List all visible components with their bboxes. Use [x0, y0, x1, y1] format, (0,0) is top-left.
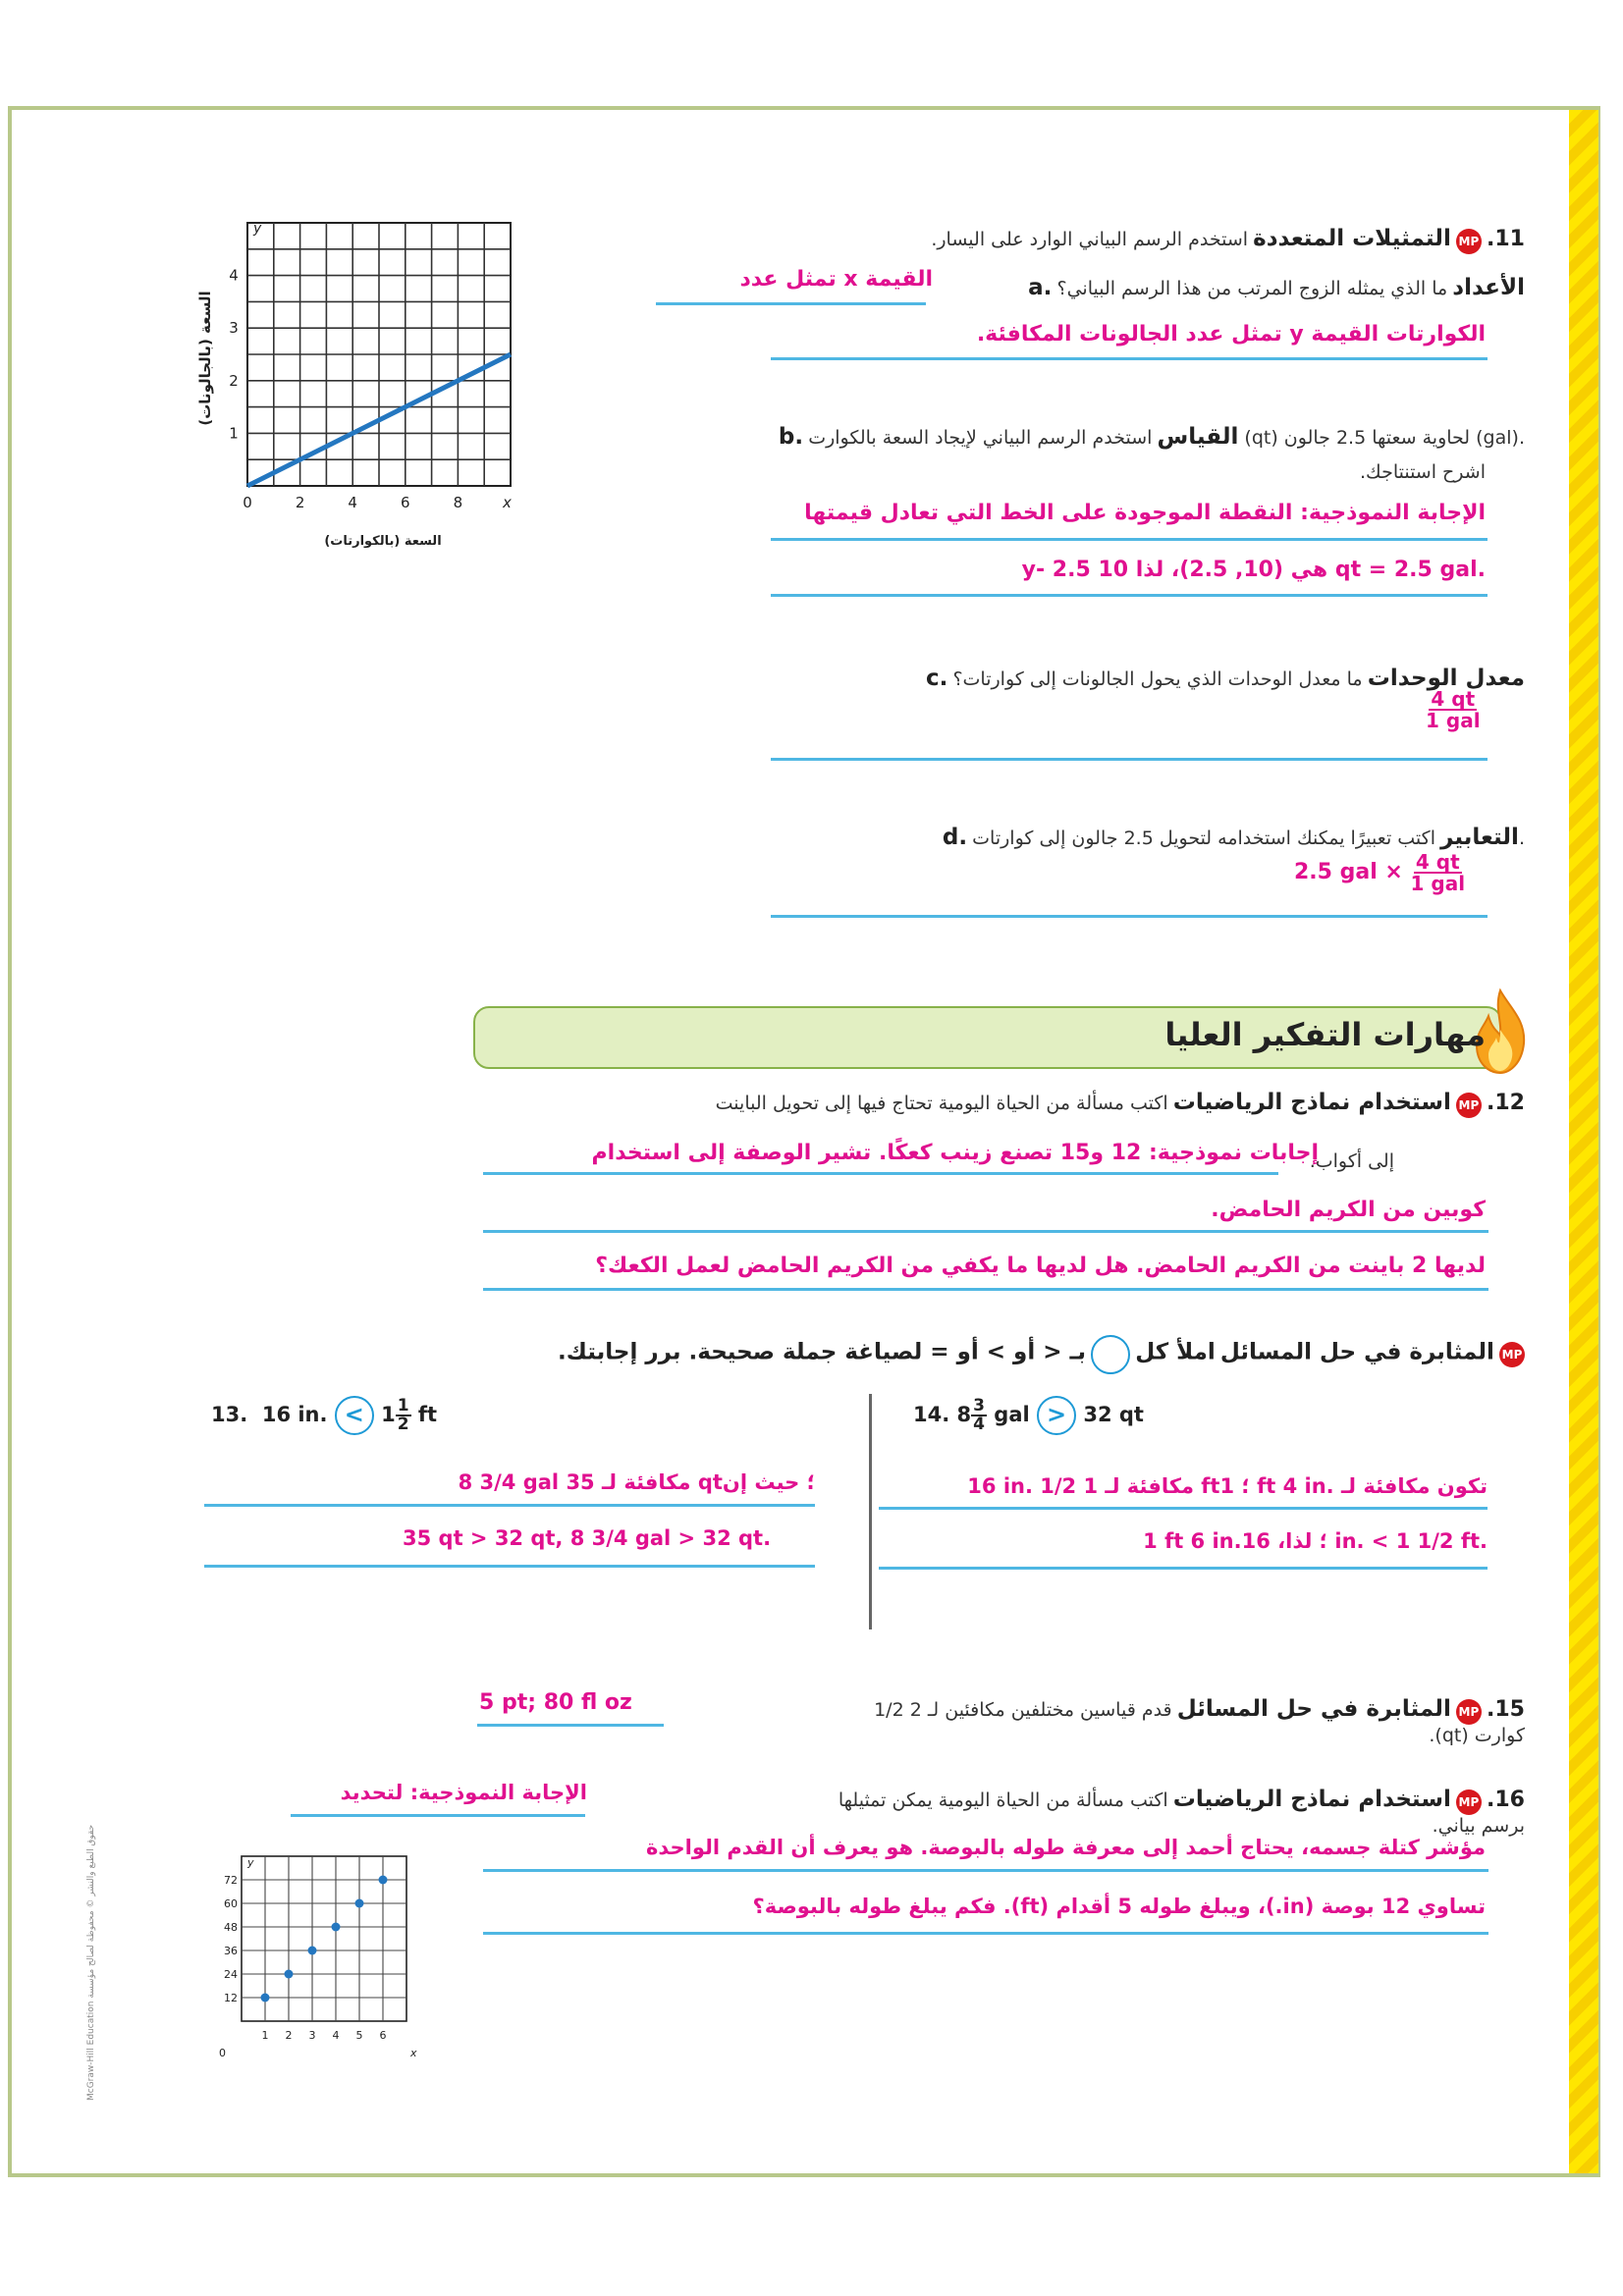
data-point [332, 1923, 341, 1932]
x-tick-label: 4 [348, 494, 357, 511]
y-tick-label: 1 [229, 424, 239, 443]
answer-line [771, 758, 1488, 761]
mp-badge-icon: MP [1456, 1093, 1482, 1118]
answer-line [771, 915, 1488, 918]
y-tick-label: 4 [229, 266, 239, 285]
q13-whole: 1 [381, 1403, 396, 1426]
q11b-answer-2: y- 2.5 هي (10, 2.5)، لذا 10 qt = 2.5 gal. [1021, 558, 1486, 582]
x-tick-label: 1 [261, 2029, 269, 2042]
fraction-denominator: 4 [973, 1415, 985, 1434]
graph-origin-label: 0 [219, 2047, 226, 2059]
q14-answer-circle: > [1037, 1396, 1076, 1435]
q16-answer-1: مؤشر كتلة جسمه، يحتاج أحمد إلى معرفة طوله بالبوصة. هو يعرف أن القدم الواحدة [645, 1836, 1486, 1859]
y-tick-label: 60 [224, 1897, 238, 1910]
q13-answer-1: 8 3/4 gal مكافئة لـ 35 qt؛ حيث إن [458, 1470, 815, 1494]
q15-text: قدم قياسين مختلفين مكافئين لـ 2 1/2 كوارت (qt). [874, 1699, 1525, 1746]
q16-label: استخدام نماذج الرياضيات [1172, 1787, 1451, 1812]
y-tick-label: 72 [224, 1874, 238, 1887]
q11d-question [641, 825, 1525, 850]
q11a-text: ما الذي يمثله الزوج المرتب من هذا الرسم البياني؟ [1056, 278, 1448, 299]
perseverance-text: املأ كل [1135, 1339, 1216, 1365]
y-tick-label: 24 [224, 1968, 238, 1981]
x-tick-label: 0 [243, 494, 252, 511]
q12-text-2: إلى أكواب. [1309, 1150, 1394, 1172]
x-tick-label: 6 [401, 494, 410, 511]
answer-line [204, 1504, 815, 1507]
q11b-text: استخدم الرسم البياني لإيجاد السعة بالكوارت (qt) لحاوية سعتها 2.5 جالون (gal). [808, 427, 1525, 449]
graph-x-axis-label: السعة (بالكوارتات) [324, 534, 442, 549]
q13-number: 13. [211, 1403, 248, 1426]
q11c-question [641, 666, 1525, 691]
y-tick-label: 3 [229, 319, 239, 338]
x-tick-label: 3 [308, 2029, 316, 2042]
q11c-answer-fraction [1426, 689, 1481, 730]
q12-answer-3: لديها 2 باينت من الكريم الحامض. هل لديها ما يكفي من الكريم الحامض لعمل الكعك؟ [595, 1254, 1486, 1278]
perseverance-text-2: بـ < أو > أو = لصياغة جملة صحيحة. برر إجابتك. [558, 1339, 1087, 1365]
q11-header [582, 226, 1525, 254]
q16-header [818, 1787, 1525, 1837]
q15-answer: 5 pt; 80 fl oz [479, 1690, 632, 1715]
graph-grid [247, 223, 511, 486]
q11d-letter: d. [942, 825, 968, 850]
column-divider [869, 1394, 872, 1629]
mp-badge-icon: MP [1456, 1699, 1482, 1725]
mp-badge-icon: MP [1456, 1789, 1482, 1815]
graph-x-letter: x [410, 2047, 417, 2059]
q13-unit: ft [417, 1403, 438, 1426]
x-tick-label: 2 [285, 2029, 293, 2042]
q14-answer-1: 16 in. مكافئة لـ 1 1/2 ft؛ 1 ft 4 in. تكون مكافئة لـ [967, 1474, 1488, 1498]
graph-y-letter: y [253, 221, 262, 237]
data-point [261, 1994, 270, 2002]
fraction-numerator: 3 [973, 1396, 985, 1415]
answer-line [771, 538, 1488, 541]
q11-label: التمثيلات المتعددة [1253, 226, 1451, 251]
q13-answer-2: 35 qt > 32 qt, 8 3/4 gal > 32 qt. [403, 1526, 772, 1550]
q13-left: 16 in. [261, 1403, 328, 1426]
answer-line [879, 1567, 1488, 1570]
answer-line [656, 302, 926, 305]
q12-answer-1: إجابات نموذجية: 12 و15 تصنع زينب كعكًا. تشير الوصفة إلى استخدام [591, 1141, 1319, 1165]
section-title: مهارات التفكير العليا [1164, 1016, 1486, 1053]
q15-header [838, 1696, 1525, 1746]
mp-badge-icon: MP [1499, 1342, 1525, 1367]
q14-right: 32 qt [1083, 1403, 1144, 1426]
copyright-notice: حقوق الطبع والنشر © محفوظة لصالح مؤسسة McGraw-Hill Education [86, 1824, 96, 2101]
q14-answer-2: 1 ft 6 in.؛ لذا، 16 in. < 1 1/2 ft. [1143, 1529, 1488, 1553]
answer-line [483, 1932, 1488, 1935]
graph-y-letter: y [247, 1856, 254, 1869]
q16-text: اكتب مسألة من الحياة اليومية يمكن تمثيلها برسم بياني. [838, 1789, 1525, 1837]
feet-inches-graph [204, 1850, 425, 2066]
q11-number: 11. [1487, 227, 1525, 251]
q11d-answer-prefix: 2.5 gal × [1294, 860, 1403, 884]
x-tick-label: 6 [379, 2029, 387, 2042]
q12-label: استخدام نماذج الرياضيات [1172, 1090, 1451, 1115]
q16-answer-0: الإجابة النموذجية: لتحديد [340, 1781, 587, 1804]
y-tick-label: 12 [224, 1992, 238, 2004]
x-tick-label: 2 [295, 494, 305, 511]
answer-line [771, 357, 1488, 360]
q11a-letter: a. [1028, 275, 1053, 300]
graph-x-letter: x [503, 494, 512, 511]
x-tick-label: 5 [355, 2029, 363, 2042]
yellow-side-stripe [1569, 110, 1598, 2173]
q11a-answer-1: القيمة x تمثل عدد [739, 267, 933, 292]
answer-line [477, 1724, 664, 1727]
q12-header [504, 1090, 1525, 1118]
q15-label: المثابرة في حل المسائل [1176, 1696, 1451, 1722]
q11b-question [612, 424, 1525, 450]
mp-badge-icon: MP [1456, 229, 1482, 254]
q12-answer-2: كوبين من الكريم الحامض. [1211, 1198, 1486, 1222]
perseverance-instruction [445, 1335, 1525, 1374]
q11c-label: معدل الوحدات [1367, 666, 1525, 691]
q11a-answer-2: الكوارتات القيمة y تمثل عدد الجالونات المكافئة. [976, 322, 1486, 347]
fraction-denominator: 1 gal [1410, 872, 1466, 895]
x-tick-label: 4 [332, 2029, 340, 2042]
q11d-label: التعابير [1440, 825, 1519, 850]
q15-number: 15. [1487, 1697, 1525, 1722]
q12-text: اكتب مسألة من الحياة اليومية تحتاج فيها إلى تحويل الباينت [715, 1093, 1168, 1114]
q11d-answer [1294, 852, 1465, 893]
q11b-letter: b. [778, 424, 804, 450]
answer-line [879, 1507, 1488, 1510]
q11d-text: اكتب تعبيرًا يمكنك استخدامه لتحويل 2.5 جالون إلى كوارتات. [972, 828, 1525, 849]
data-point [379, 1876, 388, 1885]
answer-line [291, 1814, 585, 1817]
fraction-numerator: 4 qt [1415, 850, 1460, 874]
data-point [285, 1970, 294, 1979]
q11c-letter: c. [925, 666, 948, 691]
answer-line [483, 1172, 1278, 1175]
q11b-label: القياس [1157, 424, 1239, 450]
fraction-numerator: 4 qt [1431, 687, 1476, 711]
data-point [308, 1947, 317, 1955]
answer-line [483, 1869, 1488, 1872]
q11a-label: الأعداد [1452, 275, 1525, 300]
q14-problem [913, 1396, 1144, 1435]
q16-answer-2: تساوي 12 بوصة (in.)، ويبلغ طوله 5 أقدام (ft). فكم يبلغ طوله بالبوصة؟ [752, 1895, 1486, 1918]
q11c-text: ما معدل الوحدات الذي يحول الجالونات إلى كوارتات؟ [952, 668, 1363, 690]
q13-answer-circle: < [335, 1396, 374, 1435]
fraction-numerator: 1 [397, 1396, 409, 1415]
blank-circle-icon [1091, 1335, 1130, 1374]
q14-number: 14. [913, 1403, 950, 1426]
capacity-graph [196, 211, 530, 564]
q13-problem [211, 1396, 437, 1435]
q16-number: 16. [1487, 1788, 1525, 1812]
x-tick-label: 8 [453, 494, 463, 511]
q14-whole: 8 [956, 1403, 972, 1426]
graph-y-axis-label: السعة (بالجالونات) [196, 291, 214, 426]
q14-unit: gal [994, 1403, 1030, 1426]
q12-number: 12. [1487, 1091, 1525, 1115]
fraction-denominator: 1 gal [1426, 709, 1481, 732]
answer-line [483, 1288, 1488, 1291]
answer-line [483, 1230, 1488, 1233]
y-tick-label: 36 [224, 1945, 238, 1957]
perseverance-label: المثابرة في حل المسائل [1219, 1339, 1494, 1365]
y-tick-label: 48 [224, 1921, 238, 1934]
q11b-text-2: اشرح استنتاجك. [1360, 461, 1486, 483]
fraction-denominator: 2 [397, 1415, 409, 1434]
answer-line [771, 594, 1488, 597]
y-tick-label: 2 [229, 371, 239, 390]
q11-text: استخدم الرسم البياني الوارد على اليسار. [931, 229, 1249, 250]
q11b-answer-1: الإجابة النموذجية: النقطة الموجودة على الخط التي تعادل قيمتها [804, 501, 1486, 525]
data-point [355, 1899, 364, 1908]
answer-line [204, 1565, 815, 1568]
